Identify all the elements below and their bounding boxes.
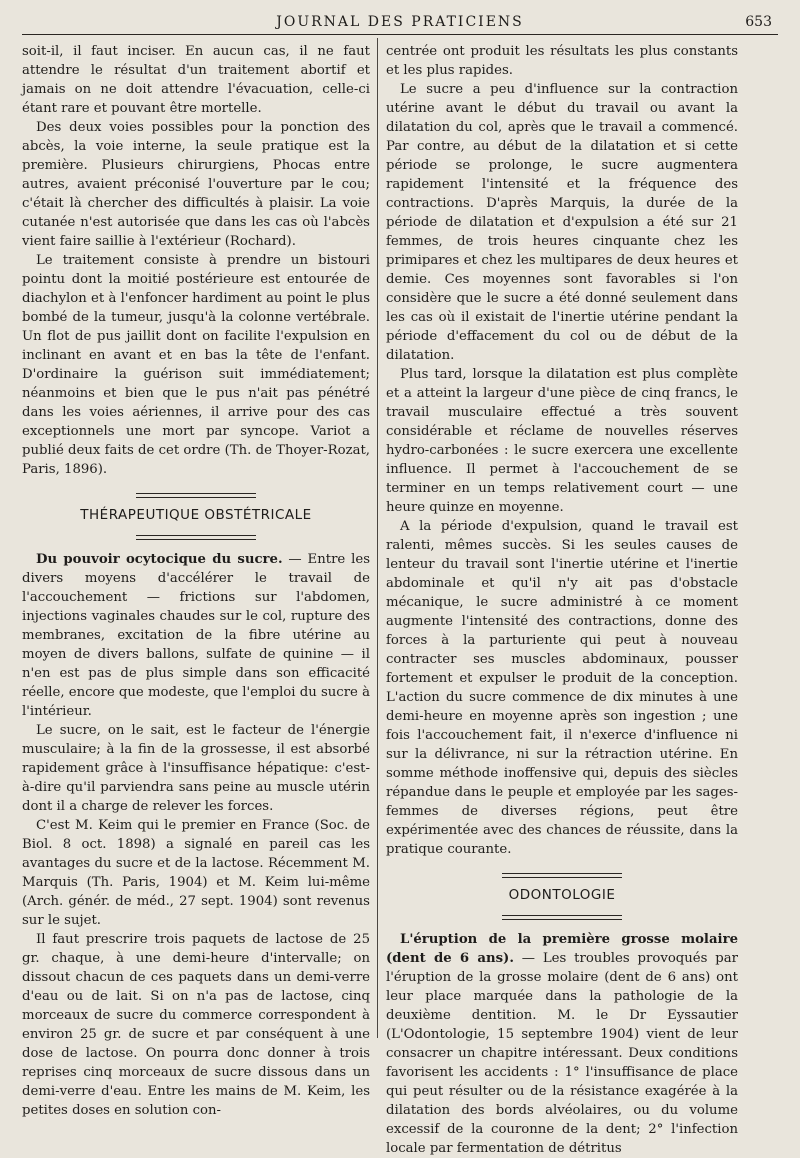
running-head bbox=[22, 10, 778, 35]
paragraph: A la période d'expulsion, quand le travail est ralenti, mêmes succès. Si les seules causes de lenteur du travail sont l'inertie utérine et l'inertie abdominale et qu'il n'y ait pas d'obstacle mécanique, le sucre administré à ce moment augmente l'intensité des contractions, donne des forces à la parturiente qui peut à nouveau contracter ses muscles abdominaux, pousser fortement et expulser le produit de la conception. L'action du sucre commence de dix minutes à une demi-heure en moyenne après son ingestion ; une fois l'accouchement fait, il n'exerce d'influence ni sur la délivrance, ni sur la rétraction utérine. En somme méthode inoffensive qui, depuis des siècles répandue dans le peuple et employée par les sages-femmes de diverses régions, peut être expérimentée avec des chances de réussite, dans la pratique courante. bbox=[386, 519, 738, 857]
paragraph: C'est M. Keim qui le premier en France (Soc. de Biol. 8 oct. 1898) a signalé en pareil cas les avantages du sucre et de la lactose. Récemment M. Marquis (Th. Paris, 1904) et M. Keim lui-même (Arch. génér. de méd., 27 sept. 1904) sont revenus sur le sujet. bbox=[22, 818, 370, 928]
article-lead-paragraph bbox=[22, 550, 370, 721]
section-title-therapeutique: THÉRAPEUTIQUE OBSTÉTRICALE bbox=[80, 507, 312, 523]
page-number: 653 bbox=[745, 14, 772, 30]
column-rule bbox=[377, 38, 378, 1038]
section-rule-bottom bbox=[136, 535, 256, 540]
section-rule-top bbox=[136, 493, 256, 498]
article-lead-text: — Entre les divers moyens d'accélérer le travail de l'accouchement — frictions sur l'abdomen, injections vaginales chaudes sur le col, rupture des membranes, excitation de la fibre utérine au moyen de divers ballons, sulfate de quinine — il n'en est pas de plus simple dans son efficacité réelle, encore que modeste, que l'emploi du sucre à l'intérieur. bbox=[22, 552, 371, 719]
paragraph: Le sucre a peu d'influence sur la contraction utérine avant le début du travail ou avant la dilatation du col, après que le travail a commencé. Par contre, au début de la dilatation et si cette période se prolonge, le sucre augmentera rapidement l'intensité et la fréquence des contractions. D'après Marquis, la durée de la période de dilatation et d'expulsion a été sur 21 femmes, de trois heures cinquante chez les primipares et chez les multipares de deux heures et demie. Ces moyennes sont favorables si l'on considère que le sucre a été donné seulement dans les cas où il existait de l'inertie utérine pendant la période d'effacement du col ou de début de la dilatation. bbox=[386, 82, 738, 363]
paragraph: Plus tard, lorsque la dilatation est plus complète et a atteint la largeur d'une pièce de cinq francs, le travail musculaire effectué a très souvent considérable et réclame de nouvelles réserves hydro-carbonées : le sucre exercera une excellente influence. Il permet à l'accouchement de se terminer en un temps relativement court — une heure quinze en moyenne. bbox=[386, 367, 738, 515]
paragraph: centrée ont produit les résultats les plus constants et les plus rapides. bbox=[386, 44, 738, 78]
article-lead-text: — Les troubles provoqués par l'éruption de la grosse molaire (dent de 6 ans) ont leur place marquée dans la pathologie de la deuxième dentition. M. le Dr Eyssautier (L'Odontologie, 15 septembre 1904) vient de leur consacrer un chapitre intéressant. Deux conditions favorisent les accidents : 1° l'insuffisance de place qui peut résulter ou de la résistance exagérée à la dilatation des bords alvéolaires, ou du volume excessif de la couronne de la dent; 2° l'infection locale par fermentation de détritus bbox=[386, 951, 739, 1156]
paragraph: Il faut prescrire trois paquets de lactose de 25 gr. chaque, à une demi-heure d'intervalle; on dissout chacun de ces paquets dans un demi-verre d'eau ou de lait. Si on n'a pas de lactose, cinq morceaux de sucre du commerce correspondent à environ 25 gr. de sucre et par conséquent à une dose de lactose. On pourra donc donner à trois reprises cinq morceaux de sucre dissous dans un demi-verre d'eau. Entre les mains de M. Keim, les petites doses en solution con- bbox=[22, 932, 370, 1118]
paragraph: Le traitement consiste à prendre un bistouri pointu dont la moitié postérieure est entourée de diachylon et à l'enfoncer hardiment au point le plus bombé de la tumeur, jusqu'à la colonne vertébrale. Un flot de pus jaillit dont on facilite l'expulsion en inclinant en avant et en bas la tête de l'enfant. D'ordinaire la guérison suit immédiatement; néanmoins et bien que le pus n'ait pas pénétré dans les voies aériennes, il arrive pour des cas exceptionnels une mort par syncope. Variot a publié deux faits de cet ordre (Th. de Thoyer-Rozat, Paris, 1896). bbox=[22, 253, 370, 477]
paragraph: Le sucre, on le sait, est le facteur de l'énergie musculaire; à la fin de la grossesse, il est absorbé rapidement grâce à l'insuffisance hépatique: c'est-à-dire qu'il parviendra sans peine au muscle utérin dont il a charge de relever les forces. bbox=[22, 723, 370, 814]
article-subtitle: L'éruption de la première grosse molaire (dent de 6 ans). bbox=[386, 932, 738, 966]
journal-title: JOURNAL DES PRATICIENS bbox=[276, 14, 524, 30]
section-title-odontologie: ODONTOLOGIE bbox=[508, 887, 616, 903]
article-subtitle: Du pouvoir ocytocique du sucre. bbox=[36, 552, 283, 567]
paragraph: soit-il, il faut inciser. En aucun cas, il ne faut attendre le résultat d'un traitement abortif et jamais on ne doit attendre l'évacuation, celle-ci étant rare et pouvant être mortelle. bbox=[22, 44, 370, 116]
paragraph: Des deux voies possibles pour la ponction des abcès, la voie interne, la seule pratique est la première. Plusieurs chirurgiens, Phocas entre autres, avaient préconisé l'ouverture par le cou; c'était là chercher des difficultés à plaisir. La voie cutanée n'est autorisée que dans les cas où l'abcès vient faire saillie à l'extérieur (Rochard). bbox=[22, 120, 370, 249]
section-rule-top bbox=[502, 873, 622, 878]
article-lead-paragraph bbox=[386, 930, 738, 1158]
section-rule-bottom bbox=[502, 915, 622, 920]
left-column bbox=[22, 42, 370, 1120]
right-column bbox=[386, 42, 738, 1158]
